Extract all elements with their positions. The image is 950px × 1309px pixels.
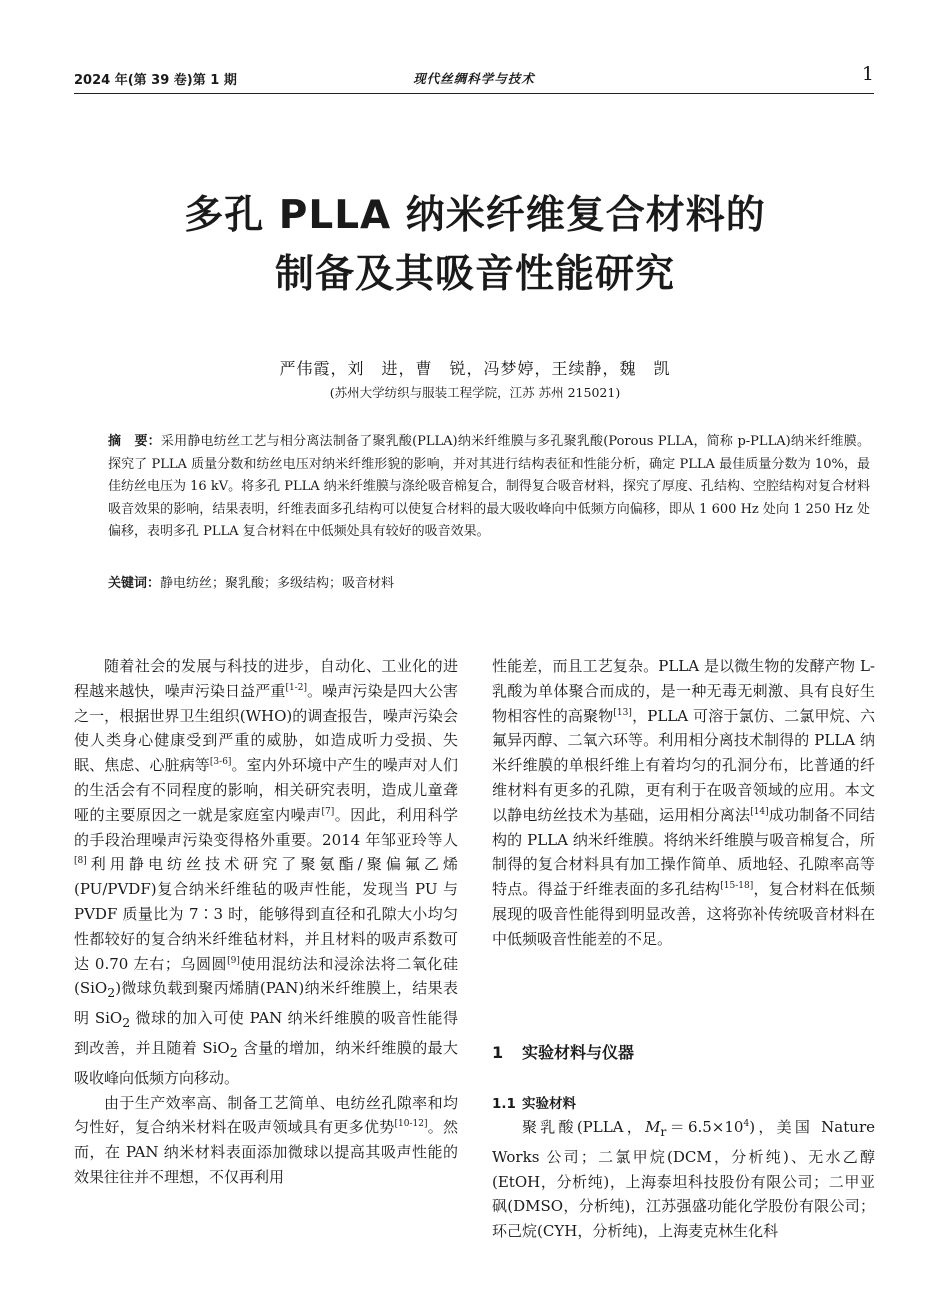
keywords-label: 关键词： bbox=[108, 576, 161, 591]
section-heading-1 bbox=[492, 1040, 634, 1063]
paragraph: 性能差，而且工艺复杂。PLLA 是以微生物的发酵产物 L-乳酸为单体聚合而成的，是一种无毒无刺激、具有良好生物相容性的高聚物[13]，PLLA 可溶于氯仿、二氯甲烷、六氟异丙醇、二氧六环等。利用相分离技术制得的 PLLA 纳米纤维膜的单根纤维上有着均匀的孔洞分布，比普通的纤维材料有更多的孔隙，更有利于在吸音领域的应用。本文以静电纺丝技术为基础，运用相分离法[14]成功制备不同结构的 PLLA 纳米纤维膜。将纳米纤维膜与吸音棉复合，所制得的复合材料具有加工操作简单、质地轻、孔隙率高等特点。得益于纤维表面的多孔结构[15-18]，复合材料在低频展现的吸音性能得到明显改善，这将弥补传统吸音材料在中低频吸音性能差的不足。 bbox=[492, 657, 875, 948]
title-line-1: 多孔 PLLA 纳米纤维复合材料的 bbox=[184, 193, 766, 238]
affiliation: (苏州大学纺织与服装工程学院，江苏 苏州 215021) bbox=[329, 385, 621, 400]
body-column-right-materials bbox=[492, 1115, 875, 1244]
citation: [15-18] bbox=[720, 881, 754, 892]
section-number: 1 bbox=[492, 1043, 504, 1062]
abstract-text: 采用静电纺丝工艺与相分离法制备了聚乳酸(PLLA)纳米纤维膜与多孔聚乳酸(Porous PLLA，简称 p-PLLA)纳米纤维膜。探究了 PLLA 质量分数和纺丝电压对纳米纤维形貌的影响，并对其进行结构表征和性能分析，确定 PLLA 最佳质量分数为 10%，最佳纺丝电压为 16 kV。将多孔 PLLA 纳米纤维膜与涤纶吸音棉复合，制得复合吸音材料，探究了厚度、孔结构、空腔结构对复合材料吸音效果的影响，结果表明，纤维表面多孔结构可以使复合材料的最大吸收峰向中低频方向偏移，即从 1 600 Hz 处向 1 250 Hz 处偏移，表明多孔 PLLA 复合材料在中低频处具有较好的吸音效果。 bbox=[108, 434, 870, 540]
abstract-label: 摘 要： bbox=[108, 434, 161, 449]
citation: [1-2] bbox=[285, 682, 307, 693]
keywords-text: 静电纺丝；聚乳酸；多级结构；吸音材料 bbox=[160, 576, 395, 591]
body-column-right bbox=[492, 654, 875, 952]
subsection-heading-1-1 bbox=[492, 1092, 576, 1112]
subsection-title: 实验材料 bbox=[522, 1096, 576, 1112]
citation: [8] bbox=[74, 856, 87, 867]
citation: [10-12] bbox=[394, 1119, 428, 1130]
paragraph: 随着社会的发展与科技的进步，自动化、工业化的进程越来越快，噪声污染日益严重[1-2]。噪声污染是四大公害之一，根据世界卫生组织(WHO)的调查报告，噪声污染会使人类身心健康受到严重的威胁，如造成听力受损、失眠、焦虑、心脏病等[3-6]。室内外环境中产生的噪声对人们的生活会有不同程度的影响，相关研究表明，造成儿童聋哑的主要原因之一就是家庭室内噪声[7]。因此，利用科学的手段治理噪声污染变得格外重要。2014 年邹亚玲等人[8]利用静电纺丝技术研究了聚氨酯/聚偏氟乙烯(PU/PVDF)复合纳米纤维毡的吸声性能，发现当 PU 与 PVDF 质量比为 7∶3 时，能够得到直径和孔隙大小均匀性都较好的复合纳米纤维毡材料，并且材料的吸声系数可达 0.70 左右；乌圆圆[9]使用混纺法和浸涂法将二氧化硅(SiO$_2$)微球负载到聚丙烯腈(PAN)纳米纤维膜上，结果表明 SiO$_2$ 微球的加入可使 PAN 纳米纤维膜的吸音性能得到改善，并且随着 SiO$_2$ 含量的增加，纳米纤维膜的最大吸收峰向低频方向移动。 bbox=[74, 657, 459, 1087]
running-header bbox=[74, 63, 874, 94]
citation: [7] bbox=[321, 806, 335, 817]
section-title: 实验材料与仪器 bbox=[522, 1043, 635, 1062]
citation: [9] bbox=[227, 955, 240, 966]
body-column-left bbox=[74, 654, 458, 1190]
abstract bbox=[108, 431, 870, 544]
citation: [14] bbox=[750, 806, 769, 817]
paragraph: 聚乳酸(PLLA，$M_r=6.5\times 10^4$)，美国 Nature Works 公司；二氯甲烷(DCM，分析纯)、无水乙醇(EtOH，分析纯)，上海泰坦科技股份有限公司；二甲亚砜(DMSO，分析纯)，江苏强盛功能化学股份有限公司；环己烷(CYH，分析纯)，上海麦克林生化科 bbox=[492, 1118, 875, 1241]
issue-info: 2024 年(第 39 卷)第 1 期 bbox=[74, 73, 237, 88]
page-number: 1 bbox=[861, 63, 874, 85]
article-title bbox=[0, 186, 950, 304]
title-line-2: 制备及其吸音性能研究 bbox=[274, 252, 675, 297]
paragraph: 由于生产效率高、制备工艺简单、电纺丝孔隙率和均匀性好，复合纳米材料在吸声领域具有更多优势[10-12]。然而，在 PAN 纳米材料表面添加微球以提高其吸声性能的效果往往并不理想，不仅再利用 bbox=[74, 1093, 458, 1186]
author-list: 严伟霞，刘 进，曹 锐，冯梦婷，王续静，魏 凯 bbox=[279, 359, 671, 378]
keywords bbox=[108, 572, 870, 591]
citation: [3-6] bbox=[209, 757, 232, 768]
subsection-number: 1.1 bbox=[492, 1096, 516, 1112]
journal-name: 现代丝绸科学与技术 bbox=[413, 71, 535, 86]
citation: [13] bbox=[613, 707, 632, 718]
